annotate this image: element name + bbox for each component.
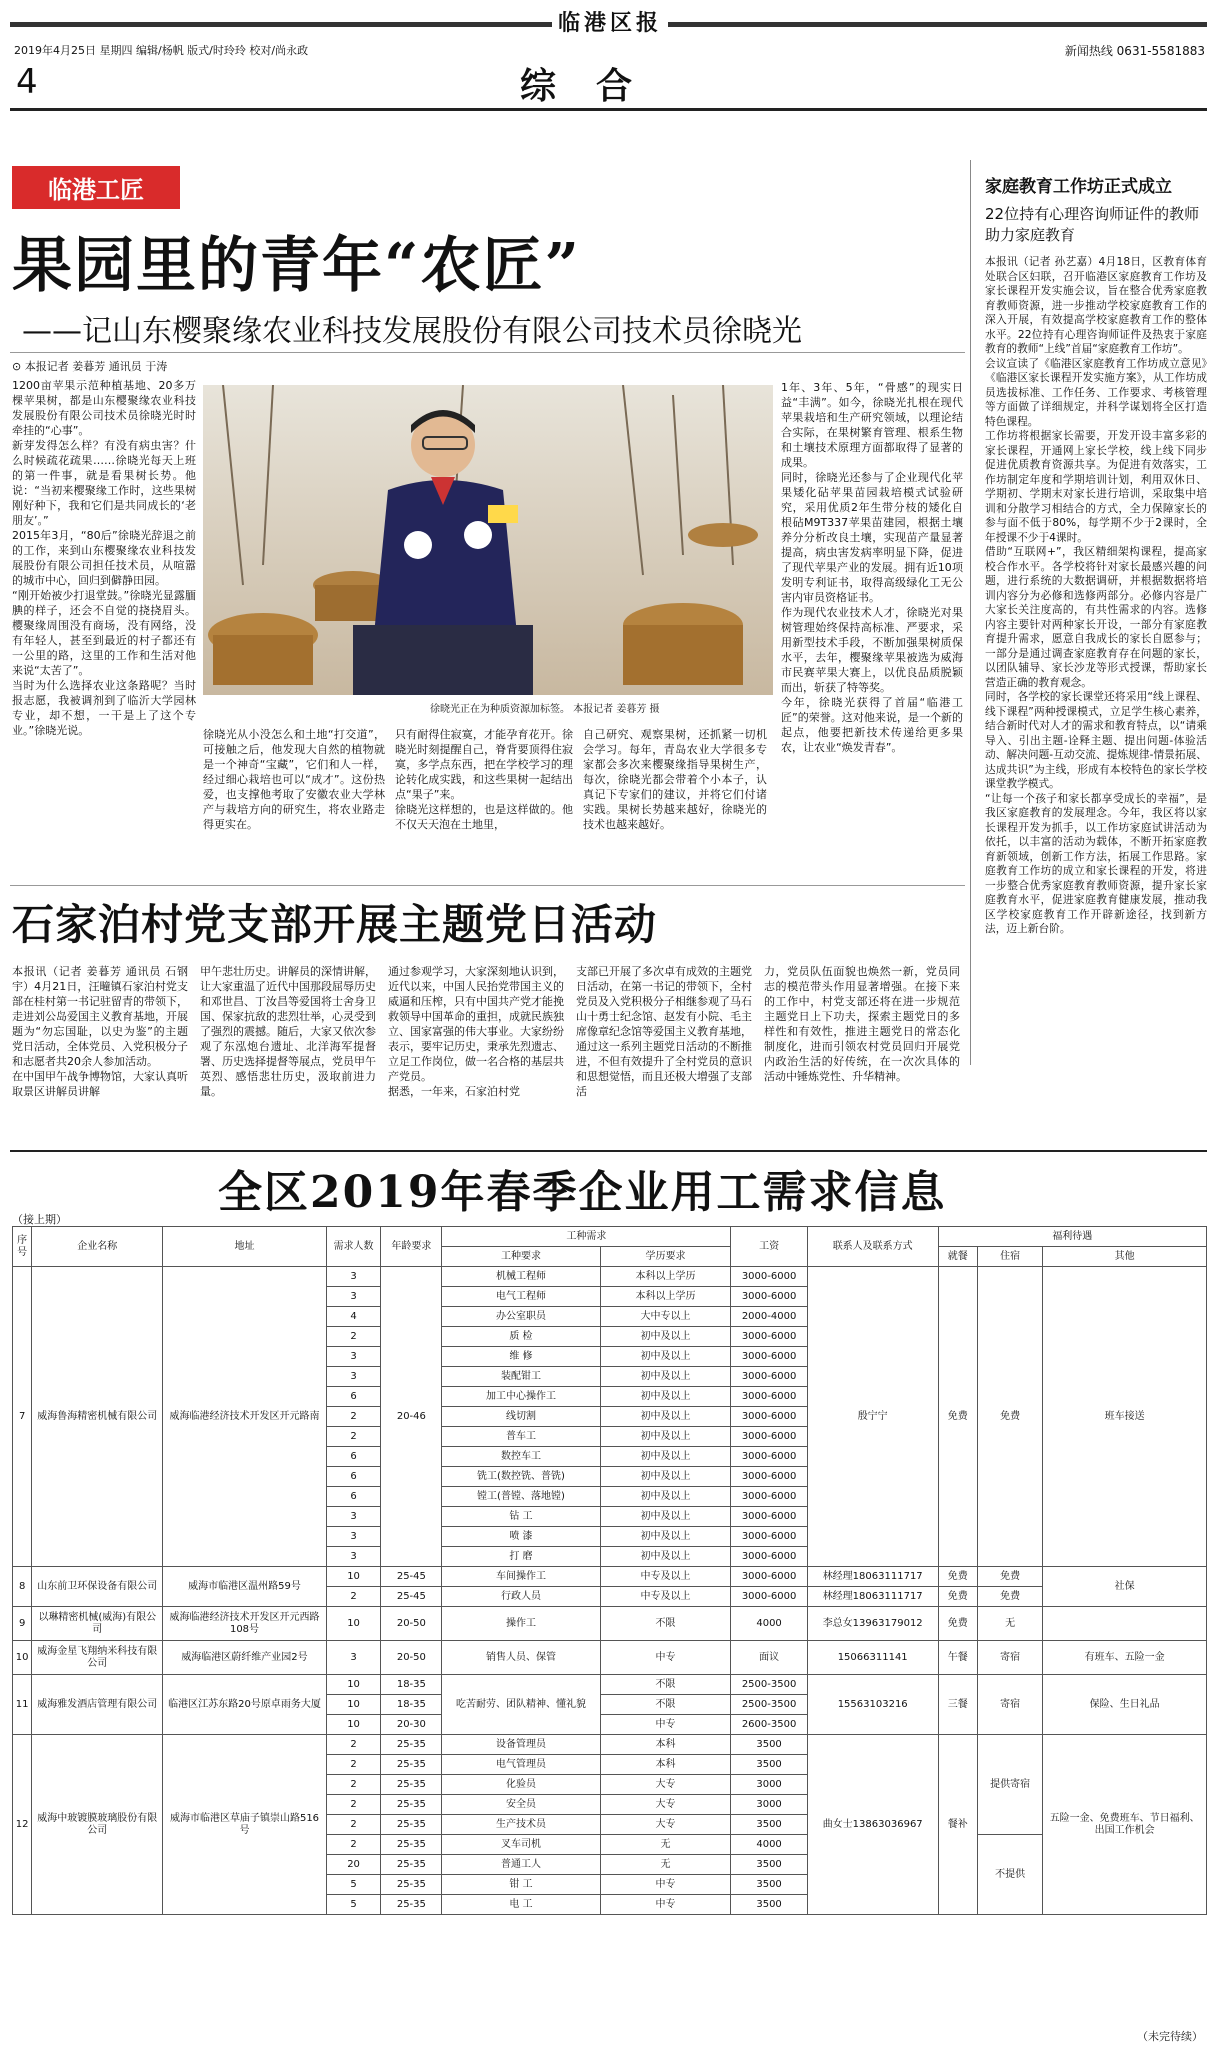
cell-company: 山东前卫环保设备有限公司 xyxy=(32,1567,163,1607)
cell-count: 6 xyxy=(326,1487,381,1507)
cell-wage: 3000 xyxy=(731,1795,807,1815)
newspaper-logo: 临港区报 xyxy=(552,6,668,37)
cell-job: 安全员 xyxy=(442,1795,600,1815)
cell-count: 10 xyxy=(326,1695,381,1715)
cell-count: 2 xyxy=(326,1815,381,1835)
cell-count: 6 xyxy=(326,1387,381,1407)
cell-wage: 4000 xyxy=(731,1835,807,1855)
cell-contact: 15563103216 xyxy=(807,1675,938,1735)
cell-contact: 15066311141 xyxy=(807,1641,938,1675)
cell-wage: 3000-6000 xyxy=(731,1527,807,1547)
cell-edu: 不限 xyxy=(600,1695,731,1715)
divider xyxy=(10,1150,1207,1152)
cell-edu: 不限 xyxy=(600,1675,731,1695)
cell-edu: 初中及以上 xyxy=(600,1487,731,1507)
cell-meal: 三餐 xyxy=(938,1675,977,1735)
cell-address: 威海市临港区温州路59号 xyxy=(163,1567,327,1607)
cell-wage: 2600-3500 xyxy=(731,1715,807,1735)
cell-wage: 3000-6000 xyxy=(731,1507,807,1527)
cell-lodging: 免费 xyxy=(977,1587,1042,1607)
col-header: 地址 xyxy=(163,1227,327,1267)
sidebar-divider xyxy=(970,160,971,1065)
cell-job: 加工中心操作工 xyxy=(442,1387,600,1407)
cell-lodging: 不提供 xyxy=(977,1835,1042,1915)
cell-edu: 不限 xyxy=(600,1607,731,1641)
cell-wage: 4000 xyxy=(731,1607,807,1641)
cell-wage: 3000-6000 xyxy=(731,1587,807,1607)
cell-age: 20-50 xyxy=(381,1641,442,1675)
cell-job: 镗工(普镗、落地镗) xyxy=(442,1487,600,1507)
article-subheadline: ——记山东樱聚缘农业科技发展股份有限公司技术员徐晓光 xyxy=(22,314,802,349)
cell-job: 维 修 xyxy=(442,1347,600,1367)
cell-job: 装配钳工 xyxy=(442,1367,600,1387)
cell-count: 2 xyxy=(326,1795,381,1815)
article2-column: 支部已开展了多次卓有成效的主题党日活动，在第一书记的带领下，全村党员及入党积极分子相继参观了马石山十勇士纪念馆、赵发有小院、毛主席像章纪念馆等爱国主义教育基地，通过这一系列主题党日活动的不断推进，不但有效提升了全村党员的意识和思想觉悟，而且还极大增强了支部活 xyxy=(576,965,752,1098)
article-column: 徐晓光从小没怎么和土地“打交道”，可接触之后，他发现大自然的植物就是一个神奇“宝藏”，它们和人一样，经过细心栽培也可以“成才”。这份热爱，也支撑他考取了安徽农业大学林产与栽培方向的研究生，将农业路走得更实在。 xyxy=(203,728,385,831)
cell-count: 3 xyxy=(326,1267,381,1287)
cell-other xyxy=(1043,1607,1207,1641)
cell-edu: 初中及以上 xyxy=(600,1367,731,1387)
cell-meal: 免费 xyxy=(938,1567,977,1587)
cell-count: 3 xyxy=(326,1367,381,1387)
cell-job: 电气管理员 xyxy=(442,1755,600,1775)
cell-count: 2 xyxy=(326,1735,381,1755)
cell-age: 25-35 xyxy=(381,1855,442,1875)
cell-edu: 无 xyxy=(600,1855,731,1875)
cell-other: 保险、生日礼品 xyxy=(1043,1675,1207,1735)
cell-wage: 面议 xyxy=(731,1641,807,1675)
cell-wage: 3000-6000 xyxy=(731,1487,807,1507)
cell-job: 行政人员 xyxy=(442,1587,600,1607)
col-header: 工种要求 xyxy=(442,1247,600,1267)
cell-count: 10 xyxy=(326,1715,381,1735)
cell-edu: 无 xyxy=(600,1835,731,1855)
cell-count: 3 xyxy=(326,1507,381,1527)
col-header: 工资 xyxy=(731,1227,807,1267)
cell-meal: 免费 xyxy=(938,1267,977,1567)
col-header: 其他 xyxy=(1043,1247,1207,1267)
cell-job: 机械工程师 xyxy=(442,1267,600,1287)
cell-wage: 3000-6000 xyxy=(731,1327,807,1347)
cell-age: 20-30 xyxy=(381,1715,442,1735)
cell-edu: 初中及以上 xyxy=(600,1447,731,1467)
cell-job: 线切割 xyxy=(442,1407,600,1427)
cell-company: 以琳精密机械(威海)有限公司 xyxy=(32,1607,163,1641)
article2-headline: 石家泊村党支部开展主题党日活动 xyxy=(12,900,658,949)
cell-job: 数控车工 xyxy=(442,1447,600,1467)
cell-count: 2 xyxy=(326,1587,381,1607)
article-headline: 果园里的青年“农匠” xyxy=(12,231,582,301)
cell-job: 吃苦耐劳、团队精神、懂礼貌 xyxy=(442,1675,600,1735)
col-header: 学历要求 xyxy=(600,1247,731,1267)
byline-text: 本报记者 姜暮芳 通讯员 于涛 xyxy=(24,360,168,373)
cell-edu: 初中及以上 xyxy=(600,1347,731,1367)
cell-edu: 中专 xyxy=(600,1875,731,1895)
cell-edu: 中专及以上 xyxy=(600,1587,731,1607)
sidebar-subheadline: 22位持有心理咨询师证件的教师助力家庭教育 xyxy=(985,205,1200,244)
jobs-headline: 全区2019年春季企业用工需求信息 xyxy=(218,1167,947,1218)
cell-count: 10 xyxy=(326,1607,381,1641)
cell-meal: 免费 xyxy=(938,1587,977,1607)
cell-meal: 餐补 xyxy=(938,1735,977,1915)
photo-caption: 徐晓光正在为种质资源加标签。 本报记者 姜暮芳 摄 xyxy=(430,704,660,715)
cell-edu: 大专 xyxy=(600,1795,731,1815)
cell-count: 5 xyxy=(326,1875,381,1895)
header-rule xyxy=(10,108,1207,111)
cell-age: 18-35 xyxy=(381,1675,442,1695)
cell-lodging: 无 xyxy=(977,1607,1042,1641)
cell-wage: 3500 xyxy=(731,1895,807,1915)
cell-meal: 免费 xyxy=(938,1607,977,1641)
cell-age: 25-45 xyxy=(381,1567,442,1587)
col-header: 福利待遇 xyxy=(938,1227,1206,1247)
cell-job: 钳 工 xyxy=(442,1875,600,1895)
cell-wage: 3500 xyxy=(731,1815,807,1835)
cell-other: 有班车、五险一金 xyxy=(1043,1641,1207,1675)
article-byline: ⊙ 本报记者 姜暮芳 通讯员 于涛 xyxy=(12,360,168,373)
cell-address: 威海临港区蔚纤维产业园2号 xyxy=(163,1641,327,1675)
table-row xyxy=(13,1567,1207,1587)
cell-count: 2 xyxy=(326,1327,381,1347)
article-column: 1200亩苹果示范种植基地、20多万棵苹果树，都是山东樱聚缘农业科技发展股份有限公司技术员徐晓光时时牵挂的“心事”。 新芽发得怎么样？有没有病虫害？什么时候疏花疏果……徐晓光每天上班的第一件事，就是看果树长势。他说：“当初来樱聚缘工作时，这些果树刚好种下，我和它们是共同成长的‘老朋友’。” 2015年3月，“80后”徐晓光辞退之前的工作，来到山东樱聚缘农业科技发展股份有限公司担任技术员，从喧嚣的城市中心，回归到僻静田园。 “刚开始被少打退堂鼓。”徐晓光显露腼腆的样子，还会不自觉的挠挠眉头。樱聚缘周围没有商场，没有网络，没有年轻人，甚至到最近的村子都还有一公里的路，这里的工作和生活对他来说“太苦了”。 当时为什么选择农业这条路呢？当时报志愿，我被调剂到了临沂大学园林专业，却不想，一干是上了这个专业。”徐晓光说。 xyxy=(12,379,196,737)
cell-seq: 12 xyxy=(13,1735,32,1915)
cell-wage: 3500 xyxy=(731,1855,807,1875)
cell-edu: 初中及以上 xyxy=(600,1407,731,1427)
cell-edu: 初中及以上 xyxy=(600,1467,731,1487)
column-tag: 临港工匠 xyxy=(12,166,180,209)
cell-wage: 3000 xyxy=(731,1775,807,1795)
cell-count: 10 xyxy=(326,1675,381,1695)
article2-column: 力，党员队伍面貌也焕然一新，党员同志的模范带头作用显著增强。在接下来的工作中，村党支部还将在进一步规范主题党日上下功夫，探索主题党日的多样性和有效性，推进主题党日的常态化制度化，进而引领农村党员回归开展党内政治生活的好传统，在一次次具体的活动中锤炼党性、升华精神。 xyxy=(764,965,960,1083)
sidebar-headline: 家庭教育工作坊正式成立 xyxy=(985,177,1172,197)
cell-job: 设备管理员 xyxy=(442,1735,600,1755)
cell-lodging: 寄宿 xyxy=(977,1641,1042,1675)
cell-edu: 本科 xyxy=(600,1755,731,1775)
divider xyxy=(10,885,965,886)
cell-age: 25-35 xyxy=(381,1735,442,1755)
cell-lodging: 提供寄宿 xyxy=(977,1735,1042,1835)
table-row xyxy=(13,1607,1207,1641)
cell-job: 普通工人 xyxy=(442,1855,600,1875)
table-row xyxy=(13,1675,1207,1695)
col-header: 年龄要求 xyxy=(381,1227,442,1267)
cell-job: 质 检 xyxy=(442,1327,600,1347)
cell-seq: 10 xyxy=(13,1641,32,1675)
cell-job: 电气工程师 xyxy=(442,1287,600,1307)
cell-job: 化验员 xyxy=(442,1775,600,1795)
cell-job: 操作工 xyxy=(442,1607,600,1641)
col-header: 就餐 xyxy=(938,1247,977,1267)
cell-other: 班车接送 xyxy=(1043,1267,1207,1567)
cell-age: 25-35 xyxy=(381,1755,442,1775)
sidebar-body: 本报讯（记者 孙艺嘉）4月18日，区教育体育处联合区妇联，召开临港区家庭教育工作坊及家长课程开发实施会议，旨在整合优秀家庭教育教师资源，进一步推动学校家庭教育工作的深入开展，有效提高学校家庭教育工作的整体水平。22位持有心理咨询师证件及热衷于家庭教育的教师“上线”首届“家庭教育工作坊”。 会议宣读了《临港区家庭教育工作坊成立意见》《临港区家长课程开发实施方案》，从工作坊成员选拔标准、工作任务、工作要求、考核管理等方面做了详细规定，并科学谋划将全区打造特色课程。 工作坊将根据家长需要，开发开设丰富多彩的家长课程，开通网上家长学校，线上线下同步促进优质教育资源共享。为促进有效落实，工作坊制定年度和学期培训计划，利用双休日、学期初、学期末对家长进行培训，采取集中培训和分散学习相结合的方式，全力保障家长的参与面不低于80%，每学期不少于2课时，全年授课不少于4课时。 借助“互联网+”，我区精细架构课程，提高家校合作水平。各学校将针对家长最感兴趣的问题，进行系统的大数据调研，并根据数据将培训内容分为必修和选修两部分。必修内容是广大家长关注度高的，有共性需求的内容。选修内容主要针对两种家长开设，一部分有家庭教育提升需求，愿意自我成长的家长自愿参与；一部分是通过调查家庭教育存在问题的家长，以团队辅导、家长沙龙等形式授课，帮助家长营造正确的教育观念。 同时，各学校的家长课堂还将采用“线上课程、线下课程”两种授课模式，立足学生核心素养，结合新时代对人才的需求和教育特点，以“请乘导入、引出主题-诠释主题、提出问题-体验活动、解决问题-互动交流、提炼规律-情景拓展、达成共识”为主线，形成有本校特色的家长学校课堂教学模式。 “让每一个孩子和家长都享受成长的幸福”，是我区家庭教育的发展理念。今年，我区将以家长课程开发为抓手，以工作坊家庭试讲活动为依托，以丰富的活动为载体，不断开拓家庭教育新领域，创新工作方法，拓展工作思路。家庭教育工作坊的成立和家长课程的开发，将进一步整合优秀家庭教育教师资源，提升家长家庭教育水平，促进家庭教育健康发展，推动我区学校家庭教育工作开辟新途径，找到新方法，迈上新台阶。 xyxy=(985,255,1207,935)
cell-contact: 李总女13963179012 xyxy=(807,1607,938,1641)
cell-count: 6 xyxy=(326,1447,381,1467)
cell-address: 威海临港经济技术开发区开元西路108号 xyxy=(163,1607,327,1641)
article-column: 只有耐得住寂寞，才能孕育花开。徐晓光时刻提醒自己，脊背要顶得住寂寞，多学点东西，把在学校学习的理论转化成实践，和这些果树一起结出点“果子”来。 徐晓光这样想的，也是这样做的。他不仅天天泡在土地里， xyxy=(395,728,573,831)
cell-address: 临港区江苏东路20号原卓雨务大厦 xyxy=(163,1675,327,1735)
cell-age: 25-35 xyxy=(381,1835,442,1855)
cell-age: 25-35 xyxy=(381,1875,442,1895)
divider xyxy=(10,352,965,353)
cell-age: 18-35 xyxy=(381,1695,442,1715)
cell-count: 3 xyxy=(326,1547,381,1567)
cell-address: 威海市临港区草庙子镇崇山路516号 xyxy=(163,1735,327,1915)
cell-other: 五险一金、免费班车、节日福利、出国工作机会 xyxy=(1043,1735,1207,1915)
cell-job: 普车工 xyxy=(442,1427,600,1447)
cell-edu: 初中及以上 xyxy=(600,1547,731,1567)
cell-count: 3 xyxy=(326,1641,381,1675)
cell-lodging: 免费 xyxy=(977,1567,1042,1587)
cell-edu: 大专 xyxy=(600,1775,731,1795)
cell-wage: 3000-6000 xyxy=(731,1287,807,1307)
cell-edu: 本科以上学历 xyxy=(600,1267,731,1287)
cell-contact: 曲女士13863036967 xyxy=(807,1735,938,1915)
news-hotline: 新闻热线 0631-5581883 xyxy=(1064,44,1205,58)
cell-edu: 中专 xyxy=(600,1641,731,1675)
cell-count: 5 xyxy=(326,1895,381,1915)
cell-wage: 3000-6000 xyxy=(731,1407,807,1427)
cell-job: 生产技术员 xyxy=(442,1815,600,1835)
cell-wage: 3500 xyxy=(731,1875,807,1895)
cell-wage: 3000-6000 xyxy=(731,1547,807,1567)
cell-count: 3 xyxy=(326,1287,381,1307)
cell-wage: 3500 xyxy=(731,1735,807,1755)
cell-edu: 初中及以上 xyxy=(600,1427,731,1447)
cell-edu: 中专 xyxy=(600,1895,731,1915)
cell-age: 25-45 xyxy=(381,1587,442,1607)
table-row xyxy=(13,1735,1207,1755)
cell-edu: 初中及以上 xyxy=(600,1527,731,1547)
page-number: 4 xyxy=(16,62,38,102)
cell-wage: 3000-6000 xyxy=(731,1267,807,1287)
cell-edu: 初中及以上 xyxy=(600,1507,731,1527)
cell-count: 2 xyxy=(326,1427,381,1447)
cell-job: 打 磨 xyxy=(442,1547,600,1567)
cell-edu: 本科以上学历 xyxy=(600,1287,731,1307)
cell-other: 社保 xyxy=(1043,1567,1207,1607)
cell-count: 4 xyxy=(326,1307,381,1327)
article-photo xyxy=(203,385,773,695)
cell-job: 电 工 xyxy=(442,1895,600,1915)
cell-job: 叉车司机 xyxy=(442,1835,600,1855)
cell-wage: 3000-6000 xyxy=(731,1447,807,1467)
section-title: 综合 xyxy=(520,65,673,107)
cell-contact: 殷宁宁 xyxy=(807,1267,938,1567)
greenhouse-photo xyxy=(203,385,773,695)
cell-company: 威海金星飞翔纳米科技有限公司 xyxy=(32,1641,163,1675)
cell-count: 6 xyxy=(326,1467,381,1487)
cell-count: 2 xyxy=(326,1775,381,1795)
cell-wage: 2500-3500 xyxy=(731,1675,807,1695)
cell-edu: 本科 xyxy=(600,1735,731,1755)
table-row xyxy=(13,1267,1207,1287)
cell-count: 2 xyxy=(326,1835,381,1855)
col-header: 住宿 xyxy=(977,1247,1042,1267)
cell-lodging: 免费 xyxy=(977,1267,1042,1567)
cell-wage: 2500-3500 xyxy=(731,1695,807,1715)
cell-job: 车间操作工 xyxy=(442,1567,600,1587)
cell-seq: 7 xyxy=(13,1267,32,1567)
cell-age: 20-50 xyxy=(381,1607,442,1641)
cell-edu: 中专 xyxy=(600,1715,731,1735)
cell-job: 销售人员、保管 xyxy=(442,1641,600,1675)
cell-age: 25-35 xyxy=(381,1815,442,1835)
article2-column: 通过参观学习，大家深刻地认识到，近代以来，中国人民抬党带国主义的威逼和压榨，只有中国共产党才能挽救领导中国革命的重担，成就民族独立、国家富强的伟大事业。大家纷纷表示，要牢记历史，秉承先烈遗志、立足工作岗位，做一名合格的基层共产党员。 据悉，一年来，石家泊村党 xyxy=(388,965,564,1098)
cell-wage: 3500 xyxy=(731,1755,807,1775)
cell-seq: 8 xyxy=(13,1567,32,1607)
article2-column: 甲午悲壮历史。讲解员的深情讲解，让大家重温了近代中国那段屈辱历史和邓世昌、丁汝昌等爱国将士舍身卫国、保家抗敌的悲烈壮举，心灵受到了强烈的震撼。随后，大家又依次参观了东泓炮台遗址、北洋海军提督署、历史选择提督等展点，党员甲午英烈、感悟悲壮历史，汲取前进力量。 xyxy=(200,965,376,1098)
cell-edu: 初中及以上 xyxy=(600,1327,731,1347)
cell-age: 25-35 xyxy=(381,1795,442,1815)
article2-column: 本报讯（记者 姜暮芳 通讯员 石钢宇）4月21日，汪疃镇石家泊村党支部在桂村第一书记驻留青的带领下，走进刘公岛爱国主义教育基地，开展题为“勿忘国耻，以史为鉴”的主题党日活动，全体党员、入党积极分子和志愿者共20余人参加活动。 在中国甲午战争博物馆，大家认真听取景区讲解员讲解 xyxy=(12,965,188,1098)
cell-contact: 林经理18063111717 xyxy=(807,1587,938,1607)
cell-company: 威海中玻镀膜玻璃股份有限公司 xyxy=(32,1735,163,1915)
cell-seq: 11 xyxy=(13,1675,32,1735)
cell-count: 3 xyxy=(326,1527,381,1547)
cell-wage: 3000-6000 xyxy=(731,1427,807,1447)
cell-count: 20 xyxy=(326,1855,381,1875)
cell-edu: 中专及以上 xyxy=(600,1567,731,1587)
cell-job: 喷 漆 xyxy=(442,1527,600,1547)
article-column: 1年、3年、5年，“骨感”的现实日益“丰满”。如今，徐晓光扎根在现代苹果栽培和生产研究领域，以理论结合实际，在果树繁育管理、根系生物和土壤技术原理方面都取得了显著的成果。 同时，徐晓光还参与了企业现代化苹果矮化砧苹果苗园栽培模式试验研究，采用优质2年生带分枝的矮化自根砧M9T337苹果苗建园，根据土壤养分分析改良土壤，实现苗产量显著提高，病虫害发病率明显下降，促进了现代苹果产业的发展。拥有近10项发明专利证书，取得高级绿化工无公害内审员资格证书。 作为现代农业技术人才，徐晓光对果树管理始终保持高标准、严要求，采用新型技术手段，不断加强果树质保水平，去年，樱聚缘苹果被选为威海市民赛苹果大赛上，以优良品质脱颖而出，斩获了特等奖。 今年，徐晓光获得了首届“临港工匠”的荣誉。这对他来说，是一个新的起点，他要把新技术传递给更多果农，让农业“焕发青春”。 xyxy=(781,381,963,754)
cell-job: 钻 工 xyxy=(442,1507,600,1527)
cell-age: 25-35 xyxy=(381,1775,442,1795)
cell-company: 威海雅发酒店管理有限公司 xyxy=(32,1675,163,1735)
cell-address: 威海临港经济技术开发区开元路南 xyxy=(163,1267,327,1567)
cell-seq: 9 xyxy=(13,1607,32,1641)
col-header: 联系人及联系方式 xyxy=(807,1227,938,1267)
cell-count: 2 xyxy=(326,1407,381,1427)
article-column: 自己研究、观察果树，还抓紧一切机会学习。每年，青岛农业大学很多专家都会多次来樱聚缘指导果树生产，每次，徐晓光都会带着个小本子，认真记下专家们的建议，并将它们付诸实践。果树长势越来越好，徐晓光的技术也越来越好。 xyxy=(583,728,767,831)
col-header: 序号 xyxy=(13,1227,32,1267)
continued-note: （未完待续） xyxy=(1137,2030,1203,2043)
col-header: 工种需求 xyxy=(442,1227,731,1247)
cell-wage: 3000-6000 xyxy=(731,1387,807,1407)
cell-count: 3 xyxy=(326,1347,381,1367)
cell-wage: 3000-6000 xyxy=(731,1367,807,1387)
date-line: 2019年4月25日 星期四 编辑/杨帆 版式/时玲玲 校对/尚永政 xyxy=(14,44,309,57)
cell-job: 办公室职员 xyxy=(442,1307,600,1327)
cell-wage: 2000-4000 xyxy=(731,1307,807,1327)
cell-edu: 大中专以上 xyxy=(600,1307,731,1327)
cell-count: 2 xyxy=(326,1755,381,1775)
cell-contact: 林经理18063111717 xyxy=(807,1567,938,1587)
cell-meal: 午餐 xyxy=(938,1641,977,1675)
cell-wage: 3000-6000 xyxy=(731,1567,807,1587)
col-header: 需求人数 xyxy=(326,1227,381,1267)
cell-lodging: 寄宿 xyxy=(977,1675,1042,1735)
continued-label: （接上期） xyxy=(12,1213,67,1226)
table-header-row xyxy=(13,1227,1207,1247)
cell-edu: 大专 xyxy=(600,1815,731,1835)
cell-count: 10 xyxy=(326,1567,381,1587)
cell-wage: 3000-6000 xyxy=(731,1347,807,1367)
cell-job: 铣工(数控铣、普铣) xyxy=(442,1467,600,1487)
col-header: 企业名称 xyxy=(32,1227,163,1267)
cell-company: 威海鲁海精密机械有限公司 xyxy=(32,1267,163,1567)
jobs-table xyxy=(12,1226,1207,1915)
cell-age: 20-46 xyxy=(381,1267,442,1567)
cell-age: 25-35 xyxy=(381,1895,442,1915)
cell-wage: 3000-6000 xyxy=(731,1467,807,1487)
cell-edu: 初中及以上 xyxy=(600,1387,731,1407)
table-row xyxy=(13,1641,1207,1675)
